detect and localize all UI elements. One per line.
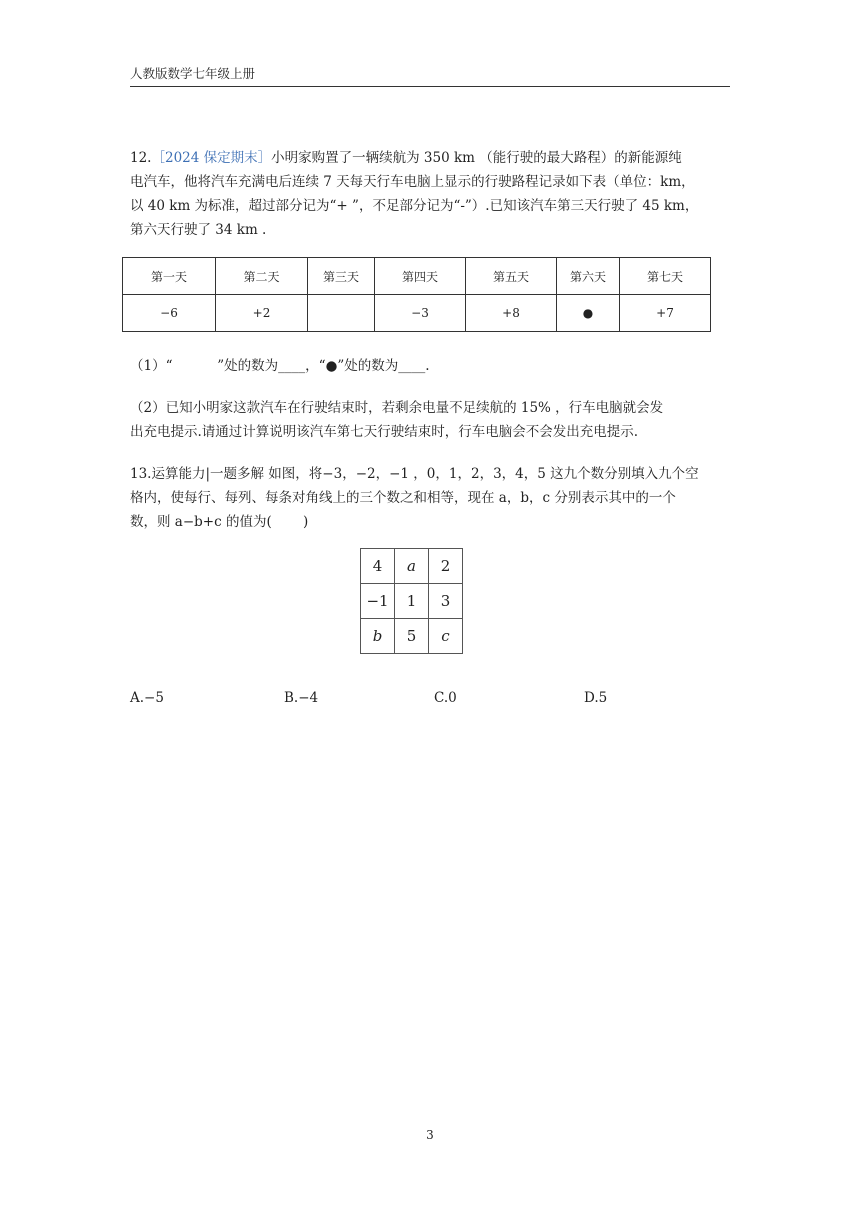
table-header-row xyxy=(123,258,711,295)
table-header-cell: 第四天 xyxy=(375,258,466,295)
q12-line4: 第六天行驶了 34 km . xyxy=(130,222,267,238)
magic-square-grid xyxy=(360,548,463,654)
q12-line1 xyxy=(130,146,730,170)
table-value-cell xyxy=(308,295,375,332)
table-value-cell: ● xyxy=(557,295,620,332)
grid-cell-a: a xyxy=(395,549,429,584)
q12-line2: 电汽车，他将汽车充满电后连续 7 天每天行车电脑上显示的行驶路程记录如下表（单位：km， xyxy=(130,174,695,190)
grid-cell: 3 xyxy=(429,584,463,619)
header-title: 人教版数学七年级上册 xyxy=(130,66,256,81)
table-header-cell: 第五天 xyxy=(466,258,557,295)
choice-b: B.−4 xyxy=(284,690,319,706)
grid-cell: 1 xyxy=(395,584,429,619)
driving-record-table xyxy=(122,257,711,332)
table-value-cell: −3 xyxy=(375,295,466,332)
table-value-cell: +8 xyxy=(466,295,557,332)
q12-stem-start: 小明家购置了一辆续航为 350 km （能行驶的最大路程）的新能源纯 xyxy=(271,150,682,166)
grid-cell-c: c xyxy=(429,619,463,654)
q12-source-tag: ［2024 保定期末］ xyxy=(151,150,272,166)
table-value-row xyxy=(123,295,711,332)
choice-c: C.0 xyxy=(434,690,457,706)
grid-row xyxy=(361,584,463,619)
q12-part2-line2: 出充电提示.请通过计算说明该汽车第七天行驶结束时，行车电脑会不会发出充电提示. xyxy=(130,424,639,440)
grid-cell: −1 xyxy=(361,584,395,619)
grid-row xyxy=(361,619,463,654)
table-value-cell: +7 xyxy=(620,295,711,332)
table-value-cell: +2 xyxy=(216,295,308,332)
table-header-cell: 第一天 xyxy=(123,258,216,295)
q12-line3: 以 40 km 为标准，超过部分记为“+ ”，不足部分记为“-”）.已知该汽车第三天行驶了 45 km， xyxy=(130,198,699,214)
grid-cell: 5 xyxy=(395,619,429,654)
q13-line3: 数，则 a−b+c 的值为( ) xyxy=(130,514,309,530)
table-header-cell: 第三天 xyxy=(308,258,375,295)
table-header-cell: 第二天 xyxy=(216,258,308,295)
grid-cell: 2 xyxy=(429,549,463,584)
q13-line2: 格内，使每行、每列、每条对角线上的三个数之和相等，现在 a，b，c 分别表示其中的一个 xyxy=(130,490,676,506)
grid-row xyxy=(361,549,463,584)
grid-cell-b: b xyxy=(361,619,395,654)
choice-d: D.5 xyxy=(584,690,608,706)
choice-a: A.−5 xyxy=(130,690,164,706)
page-number: 3 xyxy=(426,1128,434,1142)
table-value-cell: −6 xyxy=(123,295,216,332)
grid-cell: 4 xyxy=(361,549,395,584)
q12-number: 12. xyxy=(130,150,152,166)
table-header-cell: 第七天 xyxy=(620,258,711,295)
page-header xyxy=(130,64,730,87)
q12-part1: （1）“ ”处的数为____，“●”处的数为____. xyxy=(130,358,430,374)
q12-part2-line1: （2）已知小明家这款汽车在行驶结束时，若剩余电量不足续航的 15% ，行车电脑就会发 xyxy=(130,400,664,416)
table-header-cell: 第六天 xyxy=(557,258,620,295)
q13-line1: 13.运算能力|一题多解 如图，将−3，−2，−1 ，0，1，2，3，4，5 这九个数分别填入九个空 xyxy=(130,466,699,482)
